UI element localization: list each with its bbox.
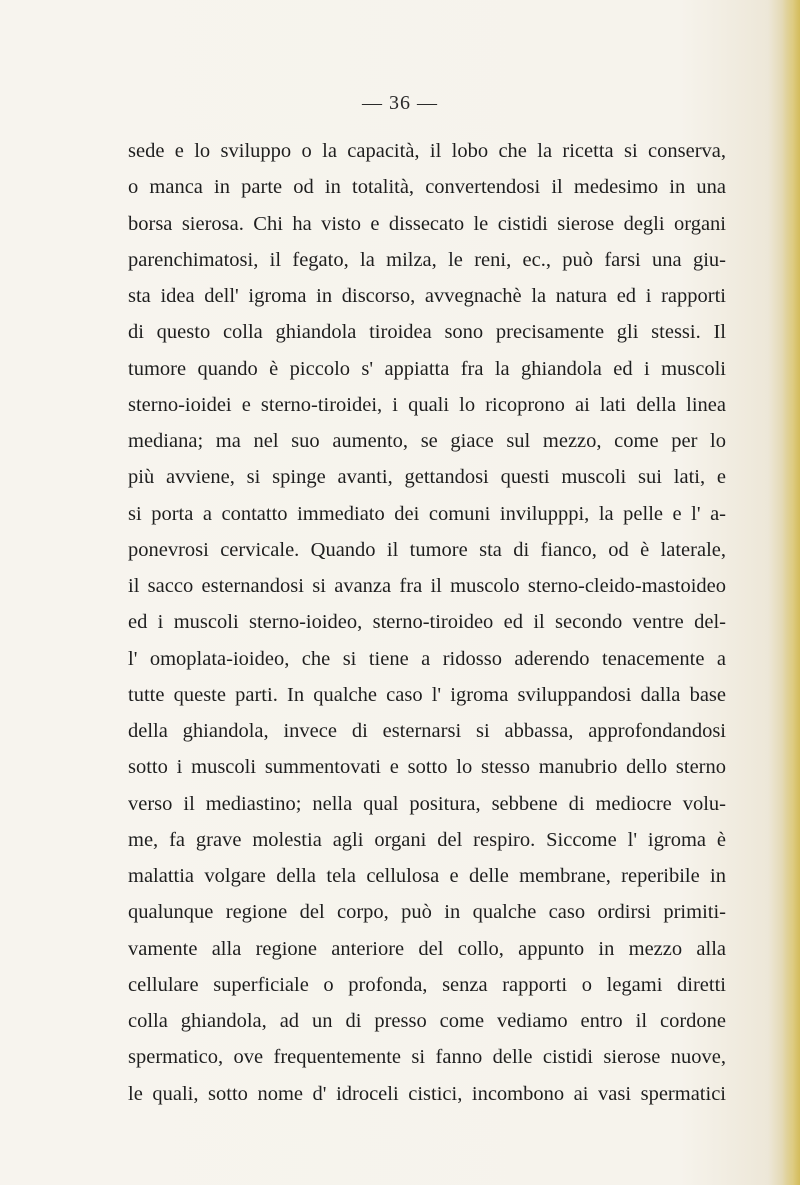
text-line: le quali, sotto nome d' idroceli cistici, incombono ai vasi spermatici [128,1082,726,1105]
text-line: si porta a contatto immediato dei comuni invilupppi, la pelle e l' a- [128,502,726,525]
body-text [128,133,726,1112]
text-line: mediana; ma nel suo aumento, se giace sul mezzo, come per lo [128,430,726,452]
text-line: spermatico, ove frequentemente si fanno delle cistidi sierose nuove, [128,1046,726,1069]
text-line: qualunque regione del corpo, può in qualche caso ordirsi primiti- [128,901,726,924]
text-line: l' omoplata-ioideo, che si tiene a ridosso aderendo tenacemente a [128,647,726,670]
text-line: me, fa grave molestia agli organi del respiro. Siccome l' igroma è [128,828,726,851]
text-line: parenchimatosi, il fegato, la milza, le reni, ec., può farsi una giu- [128,248,726,271]
text-line: colla ghiandola, ad un di presso come vediamo entro il cordone [128,1010,726,1032]
text-line: malattia volgare della tela cellulosa e delle membrane, reperibile in [128,865,726,887]
text-line: il sacco esternandosi si avanza fra il muscolo sterno-cleido-mastoideo [128,575,726,597]
text-line: cellulare superficiale o profonda, senza rapporti o legami diretti [128,973,726,996]
text-line: tutte queste parti. In qualche caso l' igroma sviluppandosi dalla base [128,683,726,706]
text-line: sotto i muscoli summentovati e sotto lo stesso manubrio dello sterno [128,756,726,779]
text-line: sede e lo sviluppo o la capacità, il lobo che la ricetta si conserva, [128,140,726,162]
text-line: borsa sierosa. Chi ha visto e dissecato le cistidi sierose degli organi [128,212,726,235]
text-line: della ghiandola, invece di esternarsi si abbassa, approfondandosi [128,720,726,742]
text-line: di questo colla ghiandola tiroidea sono precisamente gli stessi. Il [128,321,726,344]
text-line: sterno-ioidei e sterno-tiroidei, i quali lo ricoprono ai lati della linea [128,393,726,416]
page-edge-stain [782,0,800,1185]
text-line: più avviene, si spinge avanti, gettandosi questi muscoli sui lati, e [128,466,726,489]
text-line: tumore quando è piccolo s' appiatta fra la ghiandola ed i muscoli [128,357,726,380]
text-line: verso il mediastino; nella qual positura, sebbene di mediocre volu- [128,792,726,815]
text-line: ed i muscoli sterno-ioideo, sterno-tiroideo ed il secondo ventre del- [128,611,726,634]
text-line: ponevrosi cervicale. Quando il tumore sta di fianco, od è laterale, [128,538,726,561]
text-line: vamente alla regione anteriore del collo, appunto in mezzo alla [128,937,726,960]
page-number: — 36 — [362,92,438,114]
text-line: sta idea dell' igroma in discorso, avvegnachè la natura ed i rapporti [128,285,726,307]
text-line: o manca in parte od in totalità, convertendosi il medesimo in una [128,176,726,199]
